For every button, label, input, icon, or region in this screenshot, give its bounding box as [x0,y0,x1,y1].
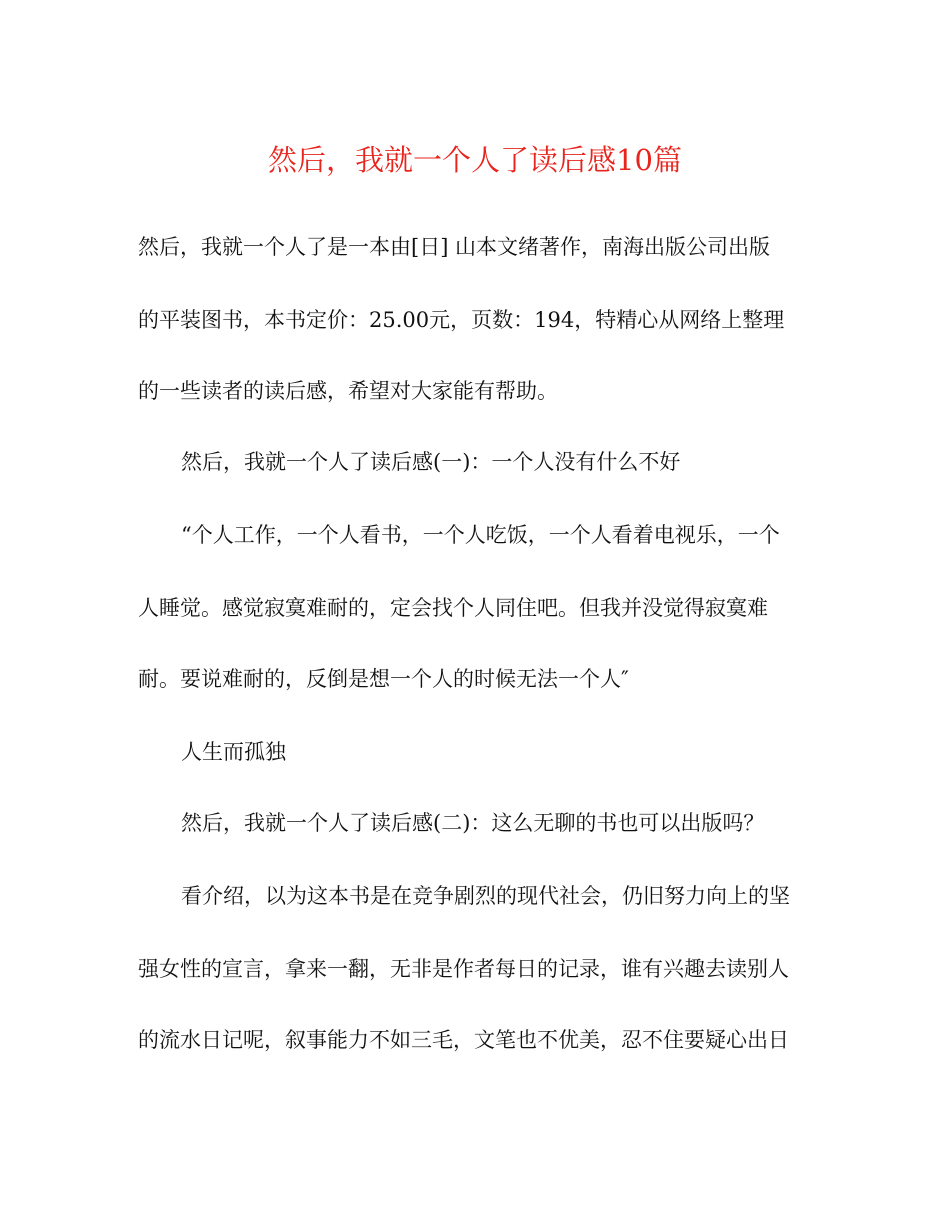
document-title: 然后，我就一个人了读后感10篇 [268,143,682,177]
paragraph-line: 人生而孤独 [181,740,286,764]
intro-line-2: 的平装图书，本书定价：25.00元，页数：194，特精心从网络上整理 [138,308,785,332]
section-heading-2: 然后，我就一个人了读后感(二)：这么无聊的书也可以出版吗？ [181,811,765,835]
paragraph-line: “个人工作，一个人看书，一个人吃饭，一个人看着电视乐，一个 [181,523,780,547]
section-heading-1: 然后，我就一个人了读后感(一)：一个人没有什么不好 [181,450,681,474]
intro-line-1: 然后，我就一个人了是一本由[日] 山本文绪著作，南海出版公司出版 [138,235,771,259]
paragraph-line: 看介绍，以为这本书是在竞争剧烈的现代社会，仍旧努力向上的坚 [181,884,790,908]
paragraph-line: 人睡觉。感觉寂寞难耐的，定会找个人同住吧。但我并没觉得寂寞难 [138,596,768,620]
paragraph-line: 的流水日记呢，叙事能力不如三毛，文笔也不优美，忍不住要疑心出日 [138,1028,789,1052]
paragraph-line: 耐。要说难耐的，反倒是想一个人的时候无法一个人″ [138,667,629,691]
intro-line-3: 的一些读者的读后感，希望对大家能有帮助。 [138,379,558,403]
paragraph-line: 强女性的宣言，拿来一翻，无非是作者每日的记录，谁有兴趣去读别人 [138,957,789,981]
